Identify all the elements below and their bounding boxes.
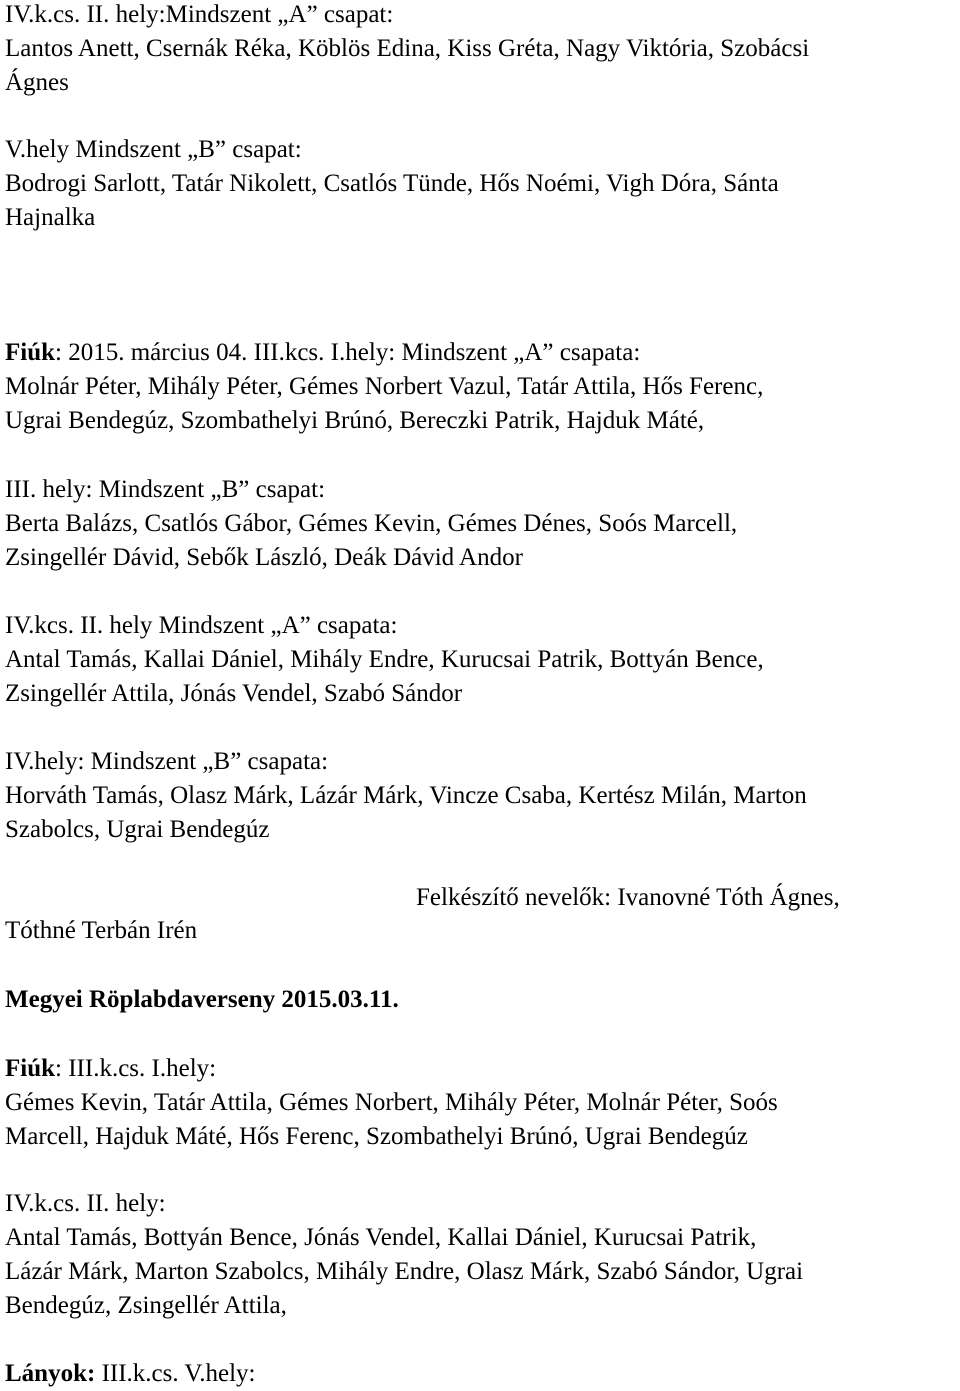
names-line: Berta Balázs, Csatlós Gábor, Gémes Kevin, Gémes Dénes, Soós Marcell, (5, 510, 738, 537)
section-title (5, 1357, 940, 1391)
trainers-line: Felkészítő nevelők: Ivanovné Tóth Ágnes, (416, 884, 840, 911)
girls-iv-ii-section (5, 0, 940, 100)
trainer-name: Tóthné Terbán Irén (5, 917, 198, 944)
heading-text: Megyei Röplabdaverseny 2015.03.11. (5, 986, 399, 1013)
names-line: Hajnalka (5, 204, 96, 231)
section-title: III. hely: Mindszent „B” csapat: (5, 476, 326, 503)
trainers-name (5, 914, 940, 948)
names-line: Antal Tamás, Kallai Dániel, Mihály Endre, Kurucsai Patrik, Bottyán Bence, (5, 646, 764, 673)
girls-label: Lányok: (5, 1360, 96, 1387)
names-line: Lázár Márk, Marton Szabolcs, Mihály Endre, Olasz Márk, Szabó Sándor, Ugrai (5, 1258, 804, 1285)
names-line: Zsingellér Attila, Jónás Vendel, Szabó Sándor (5, 680, 463, 707)
names-line: Antal Tamás, Bottyán Bence, Jónás Vendel, Kallai Dániel, Kurucsai Patrik, (5, 1224, 757, 1251)
section-title-rest: III.k.cs. V.hely: (95, 1360, 256, 1387)
megyei-heading (5, 983, 940, 1017)
names-line: Szabolcs, Ugrai Bendegúz (5, 816, 270, 843)
section-title (5, 336, 940, 370)
boys-label: Fiúk (5, 1055, 56, 1082)
boys-label: Fiúk (5, 339, 56, 366)
names-line: Ágnes (5, 69, 69, 96)
megyei-boys-section (5, 1052, 940, 1154)
names-line: Zsingellér Dávid, Sebők László, Deák Dávid Andor (5, 544, 523, 571)
names-line: Lantos Anett, Csernák Réka, Köblös Edina, Kiss Gréta, Nagy Viktória, Szobácsi (5, 35, 810, 62)
boys-iv-ii-section (5, 609, 940, 711)
boys-iii-section (5, 473, 940, 575)
girls-v-section (5, 133, 940, 235)
section-title: IV.kcs. II. hely Mindszent „A” csapata: (5, 612, 398, 639)
section-title: IV.k.cs. II. hely: (5, 1190, 166, 1217)
section-title (5, 1052, 940, 1086)
names-line: Ugrai Bendegúz, Szombathelyi Brúnó, Bereczki Patrik, Hajduk Máté, (5, 407, 705, 434)
boys-iii-i-section (5, 336, 940, 438)
section-title-rest: : III.k.cs. I.hely: (55, 1055, 217, 1082)
megyei-girls-section (5, 1357, 940, 1391)
boys-iv-section (5, 745, 940, 847)
names-line: Gémes Kevin, Tatár Attila, Gémes Norbert, Mihály Péter, Molnár Péter, Soós (5, 1089, 778, 1116)
section-title: V.hely Mindszent „B” csapat: (5, 136, 302, 163)
section-title-rest: : 2015. március 04. III.kcs. I.hely: Mindszent „A” csapata: (55, 339, 641, 366)
names-line: Bendegúz, Zsingellér Attila, (5, 1292, 287, 1319)
section-title: IV.hely: Mindszent „B” csapata: (5, 748, 329, 775)
names-line: Horváth Tamás, Olasz Márk, Lázár Márk, Vincze Csaba, Kertész Milán, Marton (5, 782, 807, 809)
names-line: Marcell, Hajduk Máté, Hős Ferenc, Szombathelyi Brúnó, Ugrai Bendegúz (5, 1123, 748, 1150)
section-title: IV.k.cs. II. hely:Mindszent „A” csapat: (5, 1, 394, 28)
megyei-boys-ii-section (5, 1187, 940, 1323)
names-line: Bodrogi Sarlott, Tatár Nikolett, Csatlós Tünde, Hős Noémi, Vigh Dóra, Sánta (5, 170, 779, 197)
names-line: Molnár Péter, Mihály Péter, Gémes Norbert Vazul, Tatár Attila, Hős Ferenc, (5, 373, 764, 400)
